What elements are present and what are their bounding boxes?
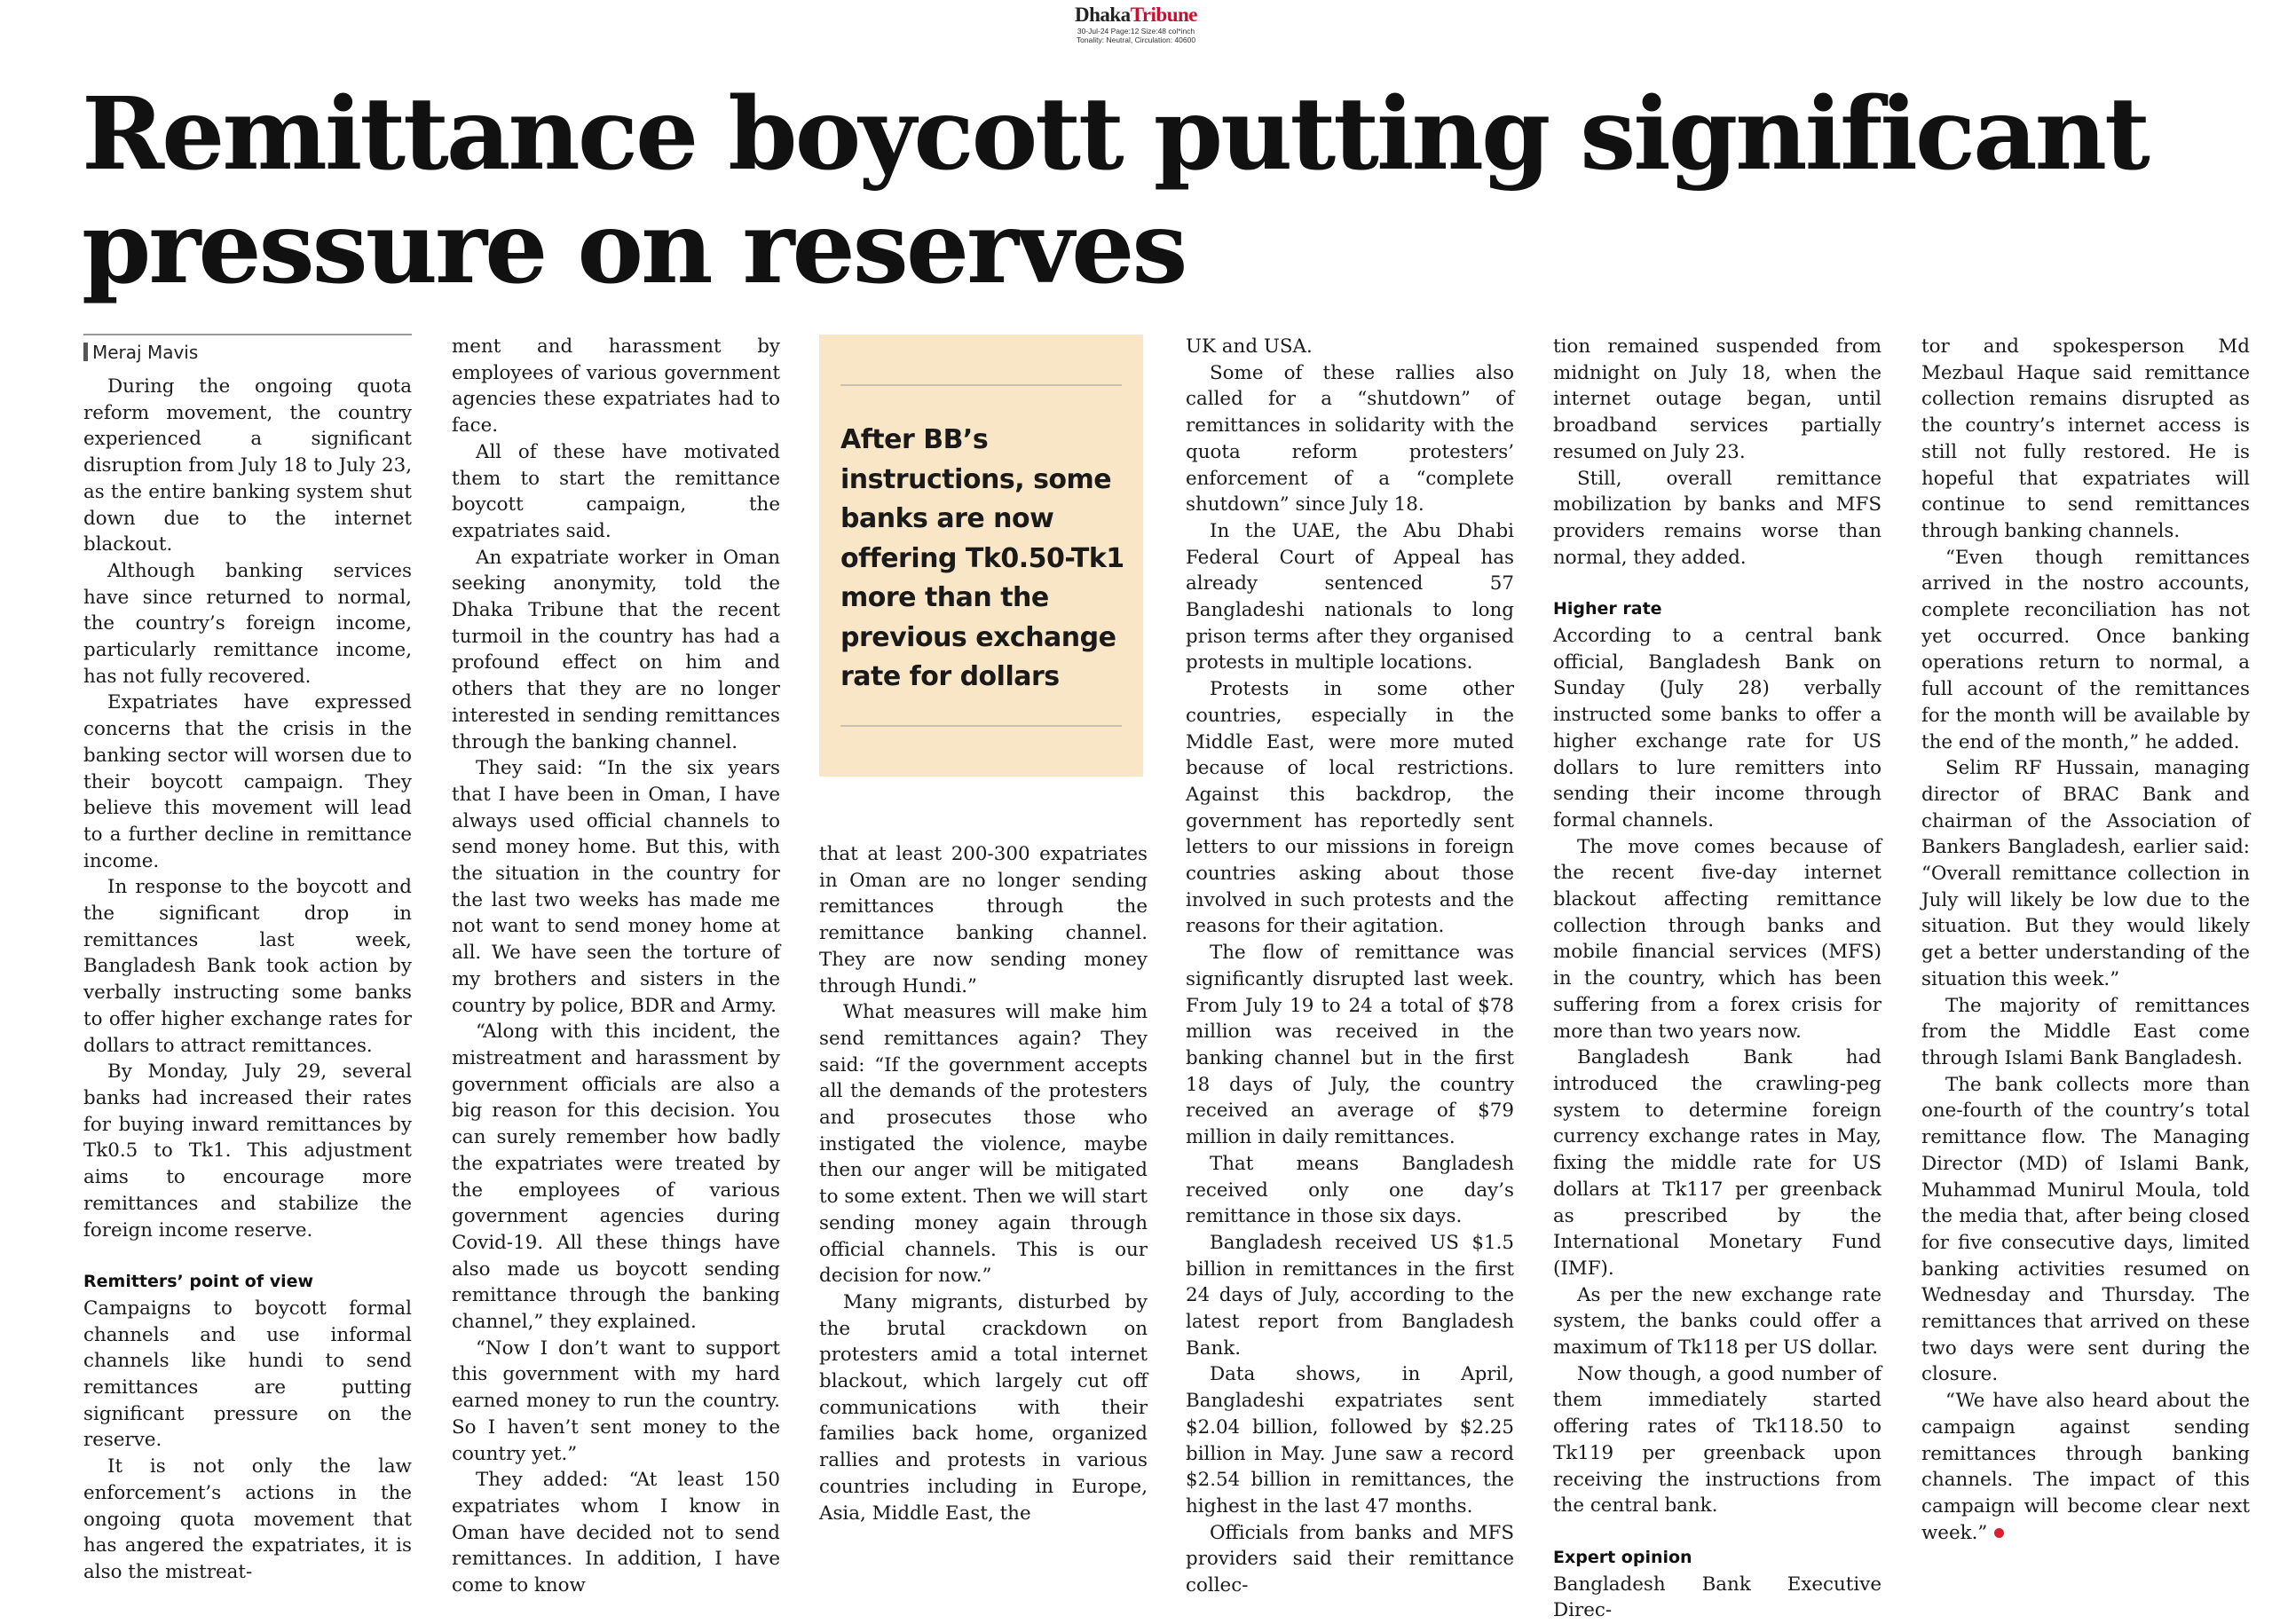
paragraph: ment and harassment by employees of various government agencies these expatriates had to face. [452,335,780,438]
paragraph [1921,1388,2250,1546]
paragraph: They said: “In the six years that I have been in Oman, I have always used official channels to send money home. But this, with the situation in the country for the last two weeks has made me not want to send money home at all. We have seen the torture of my brothers and sisters in the country by police, BDR and Army. [452,757,780,1017]
subhead-higher-rate: Higher rate [1553,599,1662,619]
clipping-meta-line1: 30-Jul-24 Page:12 Size:48 col*inch [1077,27,1195,35]
paragraph: that at least 200-300 expatriates in Oman are no longer sending remittances through the remittance banking channel. They are now sending money through Hundi.” [819,843,1148,997]
paragraph: In response to the boycott and the significant drop in remittances last week, Bangladesh Bank took action by verbally instructing some banks to offer higher exchange rates for dollars to attract remittances. [83,876,412,1057]
paragraph: Protests in some other countries, especially in the Middle East, were more muted because of local restrictions. Against this backdrop, the government has reportedly sent letters to our missions in foreign countries asking about those involved in such protests and the reasons for their agitation. [1186,678,1514,938]
paragraph: Campaigns to boycott formal channels and use informal channels like hundi to send remittances are putting significant pressure on the reserve. [83,1297,412,1452]
publication-logo: DhakaTribune [1074,4,1198,26]
paragraph: “Along with this incident, the mistreatment and harassment by government officials are also a big reason for this decision. You can surely remember how badly the expatriates were treated by the employees of various government agencies during Covid-19. All these things have also made us boycott sending remittance through the banking channel,” they explained. [452,1021,780,1334]
paragraph: According to a central bank official, Bangladesh Bank on Sunday (July 28) verbally instructed some banks to offer a higher exchange rate for US dollars to lure remitters into sending their income through formal channels. [1553,625,1882,832]
paragraph: It is not only the law enforcement’s actions in the ongoing quota movement that has angered the expatriates, it is also the mistreat- [83,1455,412,1583]
paragraph: tor and spokesperson Md Mezbaul Haque said remittance collection remains disrupted as the country’s internet access is still not fully restored. He is hopeful that expatriates will continue to send remittances through banking channels. [1921,335,2250,542]
paragraph: Bangladesh Bank had introduced the crawling-peg system to determine foreign currency exchange rates in May, fixing the middle rate for US dollars at Tk117 per greenback as prescribed by the International Monetary Fund (IMF). [1553,1046,1882,1280]
paragraph: Many migrants, disturbed by the brutal crackdown on protesters amid a total internet blackout, which largely cut off communications with their families back home, organized rallies and protests in various countries including in Europe, Asia, Middle East, the [819,1290,1148,1525]
column-5 [1553,334,1882,1624]
column-1 [83,334,412,1586]
paragraph: Expatriates have expressed concerns that the crisis in the banking sector will worsen due to their boycott campaign. They believe this movement will lead to a further decline in remittance income. [83,691,412,872]
paragraph: “Even though remittances arrived in the nostro accounts, complete reconciliation has not yet occurred. Once banking operations return to normal, a full account of the remittances for the month will be available by the end of the month,” he added. [1921,546,2250,753]
column-2 [452,334,780,1599]
paragraph: Although banking services have since returned to normal, the country’s foreign income, particularly remittance income, has not fully recovered. [83,559,412,688]
byline-bar [83,343,88,361]
pull-quote-top-rule [840,384,1122,386]
pull-quote-bottom-rule [840,725,1122,727]
paragraph: All of these have motivated them to start the remittance boycott campaign, the expatriates said. [452,440,780,542]
paragraph: The majority of remittances from the Middle East come through Islami Bank Bangladesh. [1921,994,2250,1069]
column-6 [1921,334,2250,1546]
pull-quote-text: After BB’s instructions, some banks are now offering Tk0.50-Tk1 more than the previous exchange rate for dollars [840,424,1124,692]
paragraph: As per the new exchange rate system, the banks could offer a maximum of Tk118 per US dollar. [1553,1283,1882,1360]
byline [83,334,412,363]
paragraph: During the ongoing quota reform movement, the country experienced a significant disruption from July 18 to July 23, as the entire banking system shut down due to the internet blackout. [83,375,412,556]
paragraph: The bank collects more than one-fourth of the country’s total remittance flow. The Managing Director (MD) of Islami Bank, Muhammad Munirul Moula, told the media that, after being closed for five consecutive days, limited banking activities resumed on Wednesday and Thursday. The remittances that arrived on these two days were sent during the closure. [1921,1073,2250,1386]
paragraph: “Now I don’t want to support this government with my hard earned money to run the country. So I haven’t sent money to the country yet.” [452,1336,780,1465]
column-3 [819,841,1148,1526]
paragraph: Now though, a good number of them immediately started offering rates of Tk118.50 to Tk119 per greenback upon receiving the instructions from the central bank. [1553,1362,1882,1518]
subhead-remitters: Remitters’ point of view [83,1272,314,1292]
subhead-expert-opinion: Expert opinion [1553,1547,1692,1567]
paragraph: What measures will make him send remittances again? They said: “If the government accepts all the demands of the protesters and prosecutes those who instigated the violence, maybe then our anger will be mitigated to some extent. Then we will start sending money again through official channels. This is our decision for now.” [819,1001,1148,1288]
paragraph: The flow of remittance was significantly disrupted last week. From July 19 to 24 a total of $78 million was received in the banking channel but in the first 18 days of July, the country received an average of $79 million in daily remittances. [1186,942,1514,1149]
paragraph: By Monday, July 29, several banks had increased their rates for buying inward remittances by Tk0.5 to Tk1. This adjustment aims to encourage more remittances and stabilize the foreign income reserve. [83,1060,412,1242]
masthead [1003,4,1269,44]
paragraph: Selim RF Hussain, managing director of BRAC Bank and chairman of the Association of Bankers Bangladesh, earlier said: “Overall remittance collection in July will likely be low due to the situation. But they would likely get a better understanding of the situation this week.” [1921,757,2250,990]
paragraph: Still, overall remittance mobilization by banks and MFS providers remains worse than normal, they added. [1553,467,1882,569]
paragraph: Data shows, in April, Bangladeshi expatriates sent $2.04 billion, followed by $2.25 billion in May. June saw a record $2.54 billion in remittances, the highest in the last 47 months. [1186,1363,1514,1518]
paragraph: Officials from banks and MFS providers said their remittance collec- [1186,1521,1514,1597]
pull-quote-box [819,335,1143,777]
paragraph: The move comes because of the recent five-day internet blackout affecting remittance collection through banks and mobile financial services (MFS) in the country, which has been suffering from a forex crisis for more than two years now. [1553,835,1882,1043]
end-mark-icon [1994,1528,2004,1538]
clipping-meta-line2: Tonality: Neutral, Circulation: 40600 [1076,35,1196,44]
column-4 [1186,334,1514,1599]
paragraph: In the UAE, the Abu Dhabi Federal Court of Appeal has already sentenced 57 Bangladeshi nationals to long prison terms after they organised protests in multiple locations. [1186,519,1514,674]
headline: Remittance boycott putting significant pressure on reserves [82,76,2148,306]
paragraph-text: “We have also heard about the campaign against sending remittances through banking channels. The impact of this campaign will become clear next week.” [1921,1390,2250,1544]
paragraph: An expatriate worker in Oman seeking anonymity, told the Dhaka Tribune that the recent turmoil in the country has had a profound effect on him and others that they are no longer interested in sending remittances through the banking channel. [452,546,780,753]
paragraph: Bangladesh Bank Executive Direc- [1553,1573,1882,1622]
paragraph: Some of these rallies also called for a “shutdown” of remittances in solidarity with the quota reform protesters’ enforcement of a “complete shutdown” since July 18. [1186,361,1514,516]
paragraph: tion remained suspended from midnight on July 18, when the internet outage began, until broadband services partially resumed on July 23. [1553,335,1882,463]
author-name: Meraj Mavis [92,342,199,363]
paragraph: Bangladesh received US $1.5 billion in remittances in the first 24 days of July, according to the latest report from Bangladesh Bank. [1186,1231,1514,1360]
paragraph: That means Bangladesh received only one day’s remittance in those six days. [1186,1152,1514,1228]
paragraph: UK and USA. [1186,335,1313,358]
paragraph: They added: “At least 150 expatriates whom I know in Oman have decided not to send remittances. In addition, I have come to know [452,1469,780,1597]
